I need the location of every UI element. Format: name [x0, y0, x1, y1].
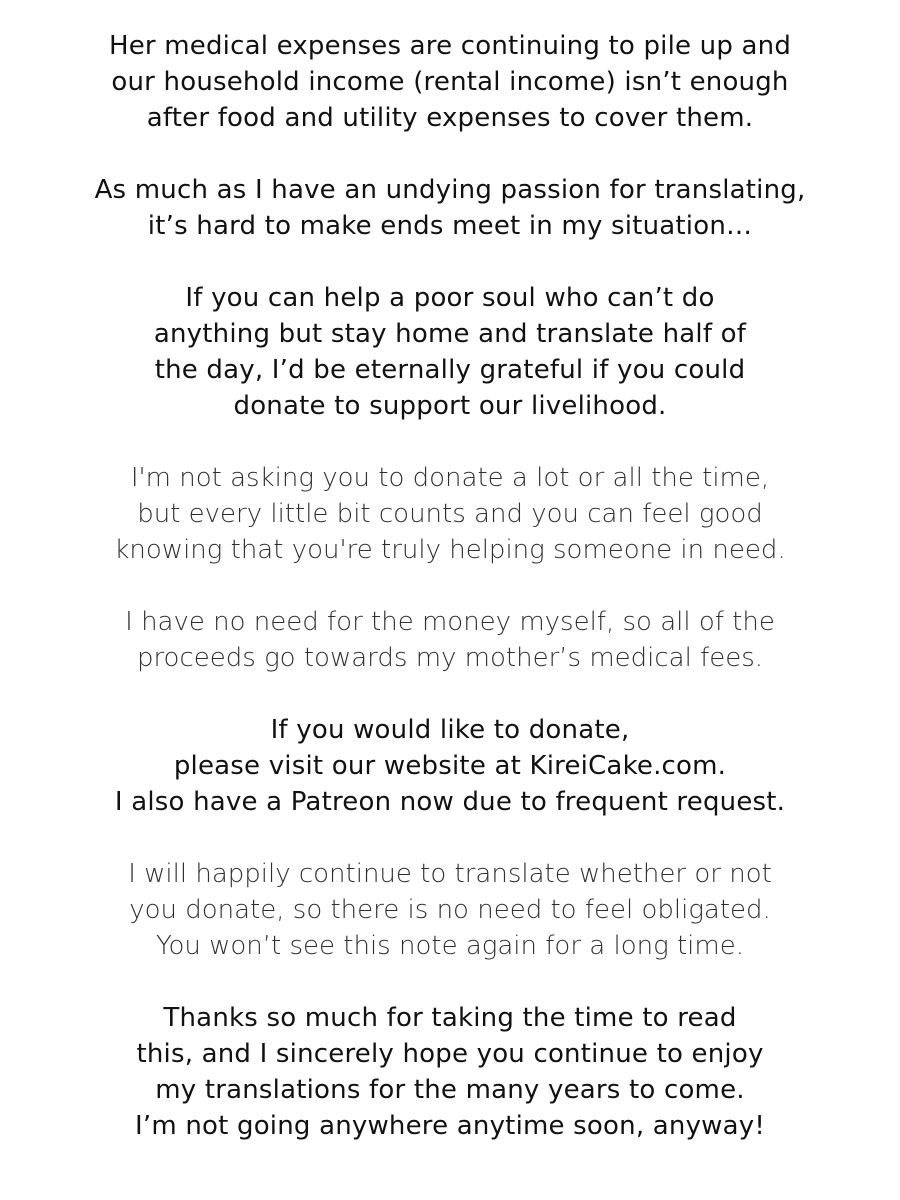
text-line: my translations for the many years to come.	[155, 1075, 745, 1105]
text-line: If you would like to donate,	[270, 715, 630, 745]
text-line: proceeds go towards my mother’s medical fees.	[136, 643, 764, 673]
text-line: As much as I have an undying passion for translating,	[94, 175, 806, 205]
paragraph-no-obligation	[40, 856, 860, 964]
text-line: please visit our website at KireiCake.com.	[173, 751, 727, 781]
text-line: our household income (rental income) isn’t enough	[111, 67, 789, 97]
paragraph-help-request	[40, 280, 860, 424]
text-line: donate to support our livelihood.	[233, 391, 667, 421]
text-line: knowing that you're truly helping someone in need.	[114, 535, 786, 565]
paragraph-thanks	[40, 1000, 860, 1144]
text-line: but every little bit counts and you can feel good	[137, 499, 763, 529]
text-line: I will happily continue to translate whether or not	[128, 859, 772, 889]
text-line: after food and utility expenses to cover them.	[146, 103, 754, 133]
paragraph-passion	[40, 172, 860, 244]
text-line: I have no need for the money myself, so all of the	[125, 607, 775, 637]
text-line: I’m not going anywhere anytime soon, anyway!	[135, 1111, 765, 1141]
text-line: I'm not asking you to donate a lot or all the time,	[130, 463, 770, 493]
paragraph-medical-expenses	[40, 28, 860, 136]
text-line: Her medical expenses are continuing to pile up and	[108, 31, 792, 61]
text-line: Thanks so much for taking the time to read	[163, 1003, 737, 1033]
paragraph-every-bit-counts	[40, 460, 860, 568]
paragraph-donate-info	[40, 712, 860, 820]
text-line: this, and I sincerely hope you continue to enjoy	[136, 1039, 764, 1069]
text-line: you donate, so there is no need to feel obligated.	[129, 895, 771, 925]
text-line: If you can help a poor soul who can’t do	[185, 283, 715, 313]
text-line: You won’t see this note again for a long time.	[156, 931, 744, 961]
text-line: it’s hard to make ends meet in my situation…	[147, 211, 753, 241]
text-line: the day, I’d be eternally grateful if you could	[154, 355, 746, 385]
text-line: anything but stay home and translate half of	[153, 319, 747, 349]
paragraph-proceeds	[40, 604, 860, 676]
text-line: I also have a Patreon now due to frequent request.	[114, 787, 786, 817]
